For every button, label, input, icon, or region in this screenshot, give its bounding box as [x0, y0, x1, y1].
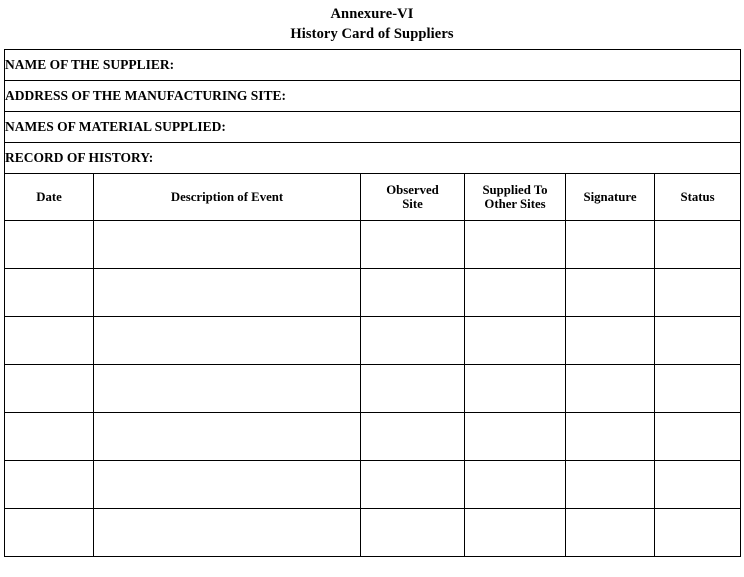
cell-status[interactable]: [655, 317, 741, 365]
cell-date[interactable]: [5, 269, 94, 317]
cell-signature[interactable]: [566, 461, 655, 509]
cell-date[interactable]: [5, 461, 94, 509]
cell-status[interactable]: [655, 413, 741, 461]
form-field-row-manufacturing-address: [5, 81, 741, 112]
column-header-status-line-1: Status: [680, 190, 715, 204]
cell-supplied-other-sites[interactable]: [465, 317, 566, 365]
cell-observed-site[interactable]: [361, 317, 465, 365]
cell-status[interactable]: [655, 365, 741, 413]
table-row: [5, 413, 741, 461]
column-header-description: [94, 174, 361, 221]
column-header-supplied-other-sites-line-1: Supplied To: [482, 183, 548, 197]
cell-observed-site[interactable]: [361, 413, 465, 461]
cell-date[interactable]: [5, 509, 94, 557]
cell-description[interactable]: [94, 509, 361, 557]
table-body: [5, 50, 741, 557]
cell-supplied-other-sites[interactable]: [465, 221, 566, 269]
cell-description[interactable]: [94, 269, 361, 317]
table-row: [5, 317, 741, 365]
table-row: [5, 461, 741, 509]
field-label-material-names[interactable]: NAMES OF MATERIAL SUPPLIED:: [5, 112, 741, 143]
column-header-date: [5, 174, 94, 221]
history-card-table: [4, 49, 741, 557]
cell-observed-site[interactable]: [361, 509, 465, 557]
table-row: [5, 365, 741, 413]
form-field-row-material-names: [5, 112, 741, 143]
column-header-description-line-1: Description of Event: [170, 190, 284, 204]
cell-signature[interactable]: [566, 221, 655, 269]
cell-supplied-other-sites[interactable]: [465, 413, 566, 461]
annexure-label: Annexure-VI: [330, 6, 414, 22]
cell-supplied-other-sites[interactable]: [465, 269, 566, 317]
field-label-record-of-history[interactable]: RECORD OF HISTORY:: [5, 143, 741, 174]
cell-signature[interactable]: [566, 317, 655, 365]
table-row: [5, 509, 741, 557]
cell-status[interactable]: [655, 509, 741, 557]
cell-supplied-other-sites[interactable]: [465, 509, 566, 557]
cell-observed-site[interactable]: [361, 269, 465, 317]
cell-status[interactable]: [655, 269, 741, 317]
cell-date[interactable]: [5, 221, 94, 269]
cell-status[interactable]: [655, 221, 741, 269]
table-row: [5, 269, 741, 317]
cell-description[interactable]: [94, 461, 361, 509]
cell-date[interactable]: [5, 317, 94, 365]
cell-signature[interactable]: [566, 365, 655, 413]
column-header-observed-site-line-2: Site: [402, 197, 423, 211]
cell-date[interactable]: [5, 413, 94, 461]
cell-signature[interactable]: [566, 269, 655, 317]
cell-status[interactable]: [655, 461, 741, 509]
column-header-signature: [566, 174, 655, 221]
table-row: [5, 221, 741, 269]
field-label-manufacturing-address[interactable]: ADDRESS OF THE MANUFACTURING SITE:: [5, 81, 741, 112]
cell-observed-site[interactable]: [361, 221, 465, 269]
cell-description[interactable]: [94, 221, 361, 269]
column-header-signature-line-1: Signature: [583, 190, 637, 204]
cell-date[interactable]: [5, 365, 94, 413]
form-field-row-supplier-name: [5, 50, 741, 81]
cell-supplied-other-sites[interactable]: [465, 365, 566, 413]
cell-description[interactable]: [94, 365, 361, 413]
field-label-supplier-name[interactable]: NAME OF THE SUPPLIER:: [5, 50, 741, 81]
column-header-status: [655, 174, 741, 221]
column-header-observed-site: [361, 174, 465, 221]
document-title-block: [0, 0, 744, 44]
cell-description[interactable]: [94, 317, 361, 365]
column-header-date-line-1: Date: [36, 190, 62, 204]
form-field-row-record-of-history: [5, 143, 741, 174]
cell-supplied-other-sites[interactable]: [465, 461, 566, 509]
page-title: History Card of Suppliers: [290, 26, 454, 42]
cell-observed-site[interactable]: [361, 461, 465, 509]
cell-signature[interactable]: [566, 509, 655, 557]
column-header-supplied-other-sites: [465, 174, 566, 221]
cell-description[interactable]: [94, 413, 361, 461]
cell-signature[interactable]: [566, 413, 655, 461]
cell-observed-site[interactable]: [361, 365, 465, 413]
column-header-supplied-other-sites-line-2: Other Sites: [484, 197, 546, 211]
table-header-row: [5, 174, 741, 221]
column-header-observed-site-line-1: Observed: [386, 183, 439, 197]
